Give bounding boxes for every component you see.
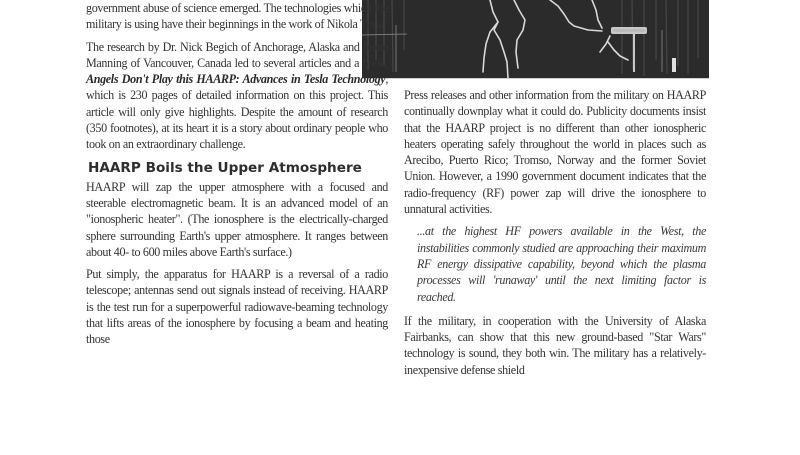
book-title: Angels Don't Play this HAARP: Advances in Tesla Technology: [86, 72, 386, 87]
paragraph-military-cooperation: If the military, in cooperation with the University of Alaska Fairbanks, can show that this new ground-based "Star Wars" technology is sound, they both win. The military has a relatively-inexpensive defense shield: [404, 313, 706, 377]
paragraph-tesla-intro: government abuse of science emerged. The technologies which the military is using have their beginnings in the work of Nikola Tesla.: [86, 1, 388, 32]
tesla-lightning-photo: [362, 0, 709, 79]
research-text-pre: The research by Dr. Nick Begich of Anchorage, Alaska and Jeane Manning of Vancouver, Canada led to several articles and a book,: [86, 39, 388, 70]
paragraph-research: [86, 39, 388, 153]
research-text-post: , which is 230 pages of detailed information on this project. This article will only give highlights. Despite the amount of research (350 footnotes), at its heart it is a story about ordinary people who took on an extraordinary challenge.: [86, 72, 388, 152]
lightning-image-icon: [362, 0, 709, 78]
paragraph-apparatus: Put simply, the apparatus for HAARP is a reversal of a radio telescope; antennas send out signals instead of receiving. HAARP is the test run for a superpowerful radiowave-beaming technology that lifts areas of the ionosphere by focusing a beam and heating those: [86, 267, 388, 347]
left-column: [86, 0, 388, 354]
government-document-quote: ...at the highest HF powers available in the West, the instabilities commonly studied are approaching their maximum RF energy dissipative capability, beyond which the plasma processes will 'runaway' until the next limiting factor is reached.: [417, 224, 706, 304]
section-heading: HAARP Boils the Upper Atmosphere: [88, 159, 362, 176]
paragraph-haarp-zap: HAARP will zap the upper atmosphere with a focused and steerable electromagnetic beam. It is an advanced model of an "ionospheric heater". (The ionosphere is the electrically-charged sphere surrounding Earth's upper atmosphere. It ranges between about 40- to 600 miles above Earth's surface.): [86, 179, 388, 259]
right-column: [404, 87, 706, 384]
paragraph-press-releases: Press releases and other information from the military on HAARP continually downplay what it could do. Publicity documents insist that the HAARP project is no different than other ionospheric heaters operating safely throughout the world in places such as Arecibo, Puerto Rico; Tromso, Norway and the former Soviet Union. However, a 1990 government document indicates that the radio-frequency (RF) power zap will drive the ionosphere to unnatural activities.: [404, 88, 706, 217]
